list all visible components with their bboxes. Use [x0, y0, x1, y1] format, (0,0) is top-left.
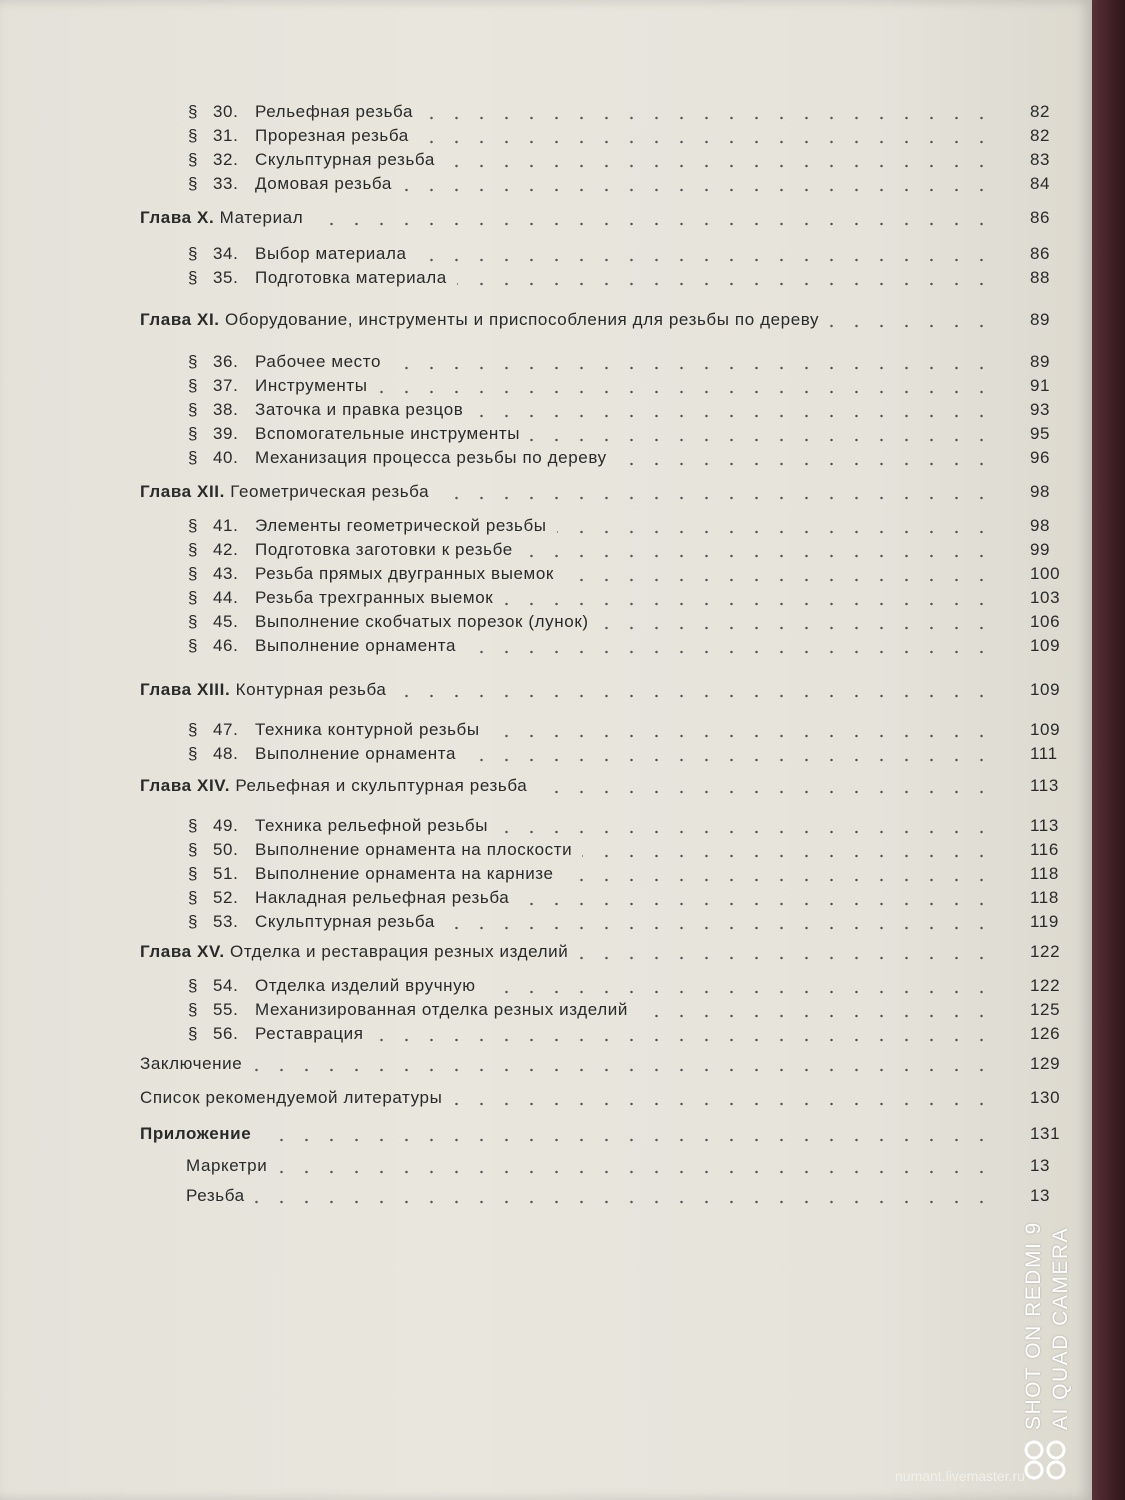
chapter-heading	[140, 310, 819, 330]
section-number: 38.	[213, 400, 239, 419]
redmi-rings-icon	[1020, 1440, 1080, 1480]
section-sign: §	[188, 352, 199, 371]
section-title: Механизация процесса резьбы по дереву	[255, 448, 607, 467]
section-number: 34.	[213, 244, 239, 263]
toc-row	[0, 124, 1092, 146]
section-sign: §	[188, 888, 199, 907]
toc-entry-title: Приложение	[140, 1124, 252, 1143]
section-number: 55.	[213, 1000, 239, 1019]
page-number: 122	[1030, 942, 1061, 961]
toc-row	[0, 774, 1092, 796]
section-number: 50.	[213, 840, 239, 859]
dot-leader	[466, 758, 994, 762]
section-sign: §	[188, 448, 199, 467]
section-title: Домовая резьба	[255, 174, 392, 193]
section-sign: §	[188, 150, 199, 169]
dot-leader	[402, 188, 994, 192]
section-sign: §	[188, 612, 199, 631]
section-sign: §	[188, 1024, 199, 1043]
section-sign: §	[188, 268, 199, 287]
toc-row	[0, 148, 1092, 170]
section-sign: §	[188, 588, 199, 607]
page-number: 126	[1030, 1024, 1061, 1043]
page-number: 103	[1030, 588, 1061, 607]
section-title: Выполнение орнамента на карнизе	[255, 864, 554, 883]
section-sign: §	[188, 102, 199, 121]
section-sign: §	[188, 912, 199, 931]
chapter-heading	[140, 482, 429, 502]
toc-row	[0, 480, 1092, 502]
toc-row	[0, 838, 1092, 860]
chapter-heading	[140, 208, 303, 228]
dot-leader	[445, 164, 994, 168]
section-number: 46.	[213, 636, 239, 655]
page-number: 109	[1030, 636, 1061, 655]
chapter-label: Глава XIII.	[140, 680, 231, 699]
page-number: 95	[1030, 424, 1051, 443]
page-number: 82	[1030, 126, 1051, 145]
section-sign: §	[188, 424, 199, 443]
section-number: 40.	[213, 448, 239, 467]
chapter-heading	[140, 776, 527, 796]
section-sign: §	[188, 244, 199, 263]
section-number: 31.	[213, 126, 239, 145]
dot-leader	[564, 878, 994, 882]
section-number: 48.	[213, 744, 239, 763]
appendix-item-title: Маркетри	[186, 1156, 268, 1175]
watermark-line1: SHOT ON REDMI 9	[1022, 1221, 1045, 1430]
toc-row	[0, 350, 1092, 372]
page-number: 82	[1030, 102, 1051, 121]
page-number: 130	[1030, 1088, 1061, 1107]
page-number: 129	[1030, 1054, 1061, 1073]
dot-leader	[252, 1068, 994, 1072]
dot-leader	[829, 324, 994, 328]
page-number: 84	[1030, 174, 1051, 193]
toc-row	[0, 100, 1092, 122]
section-sign: §	[188, 744, 199, 763]
toc-row	[0, 940, 1092, 962]
section-number: 43.	[213, 564, 239, 583]
section-sign: §	[188, 1000, 199, 1019]
toc-row	[0, 1022, 1092, 1044]
page-number: 13	[1030, 1186, 1051, 1205]
toc-row	[0, 562, 1092, 584]
page-number: 93	[1030, 400, 1051, 419]
page-number: 89	[1030, 310, 1051, 329]
section-sign: §	[188, 564, 199, 583]
dot-leader	[417, 258, 994, 262]
toc-row	[0, 1184, 1092, 1206]
chapter-label: Глава X.	[140, 208, 215, 227]
page-number: 13	[1030, 1156, 1051, 1175]
toc-row	[0, 422, 1092, 444]
section-sign: §	[188, 864, 199, 883]
section-number: 33.	[213, 174, 239, 193]
dot-leader	[255, 1200, 994, 1204]
dot-leader	[564, 578, 994, 582]
dot-leader	[391, 366, 994, 370]
toc-row	[0, 974, 1092, 996]
section-title: Резьба трехгранных выемок	[255, 588, 494, 607]
chapter-title: Геометрическая резьба	[224, 482, 430, 501]
section-title: Рельефная резьба	[255, 102, 414, 121]
section-title: Накладная рельефная резьба	[255, 888, 510, 907]
dot-leader	[498, 830, 994, 834]
toc-row	[0, 742, 1092, 764]
section-title: Инструменты	[255, 376, 368, 395]
page-number: 125	[1030, 1000, 1061, 1019]
section-number: 47.	[213, 720, 239, 739]
section-title: Выполнение орнамента на плоскости	[255, 840, 573, 859]
chapter-label: Глава XV.	[140, 942, 225, 961]
toc-row	[0, 514, 1092, 536]
section-title: Техника контурной резьбы	[255, 720, 480, 739]
dot-leader	[530, 438, 994, 442]
section-title: Техника рельефной резьбы	[255, 816, 489, 835]
section-sign: §	[188, 636, 199, 655]
section-sign: §	[188, 376, 199, 395]
toc-row	[0, 886, 1092, 908]
toc-row	[0, 538, 1092, 560]
dot-leader	[537, 790, 994, 794]
section-title: Прорезная резьба	[255, 126, 409, 145]
dot-leader	[419, 140, 994, 144]
dot-leader	[378, 390, 994, 394]
dot-leader	[277, 1170, 994, 1174]
page-number: 98	[1030, 482, 1051, 501]
dot-leader	[374, 1038, 994, 1042]
section-sign: §	[188, 174, 199, 193]
page-number: 96	[1030, 448, 1051, 467]
chapter-title: Оборудование, инструменты и приспособления для резьбы по дереву	[219, 310, 820, 329]
page-number: 83	[1030, 150, 1051, 169]
camera-watermark	[1020, 1140, 1080, 1430]
page-number: 86	[1030, 244, 1051, 263]
chapter-title: Отделка и реставрация резных изделий	[224, 942, 569, 961]
section-title: Скульптурная резьба	[255, 150, 435, 169]
chapter-heading	[140, 942, 568, 962]
section-sign: §	[188, 126, 199, 145]
section-number: 30.	[213, 102, 239, 121]
section-number: 49.	[213, 816, 239, 835]
dot-leader	[617, 462, 994, 466]
section-title: Резьба прямых двугранных выемок	[255, 564, 554, 583]
page-number: 116	[1030, 840, 1059, 859]
section-number: 51.	[213, 864, 239, 883]
section-number: 56.	[213, 1024, 239, 1043]
section-number: 54.	[213, 976, 239, 995]
section-sign: §	[188, 976, 199, 995]
toc-row	[0, 1086, 1092, 1108]
toc-row	[0, 1154, 1092, 1176]
toc-row	[0, 862, 1092, 884]
section-title: Реставрация	[255, 1024, 364, 1043]
section-number: 35.	[213, 268, 239, 287]
page-number: 106	[1030, 612, 1061, 631]
toc-row	[0, 814, 1092, 836]
dot-leader	[261, 1138, 994, 1142]
dot-leader	[523, 554, 994, 558]
section-number: 39.	[213, 424, 239, 443]
section-title: Вспомогательные инструменты	[255, 424, 521, 443]
section-title: Элементы геометрической резьбы	[255, 516, 547, 535]
section-number: 32.	[213, 150, 239, 169]
dot-leader	[313, 222, 994, 226]
toc-row	[0, 910, 1092, 932]
section-title: Рабочее место	[255, 352, 382, 371]
section-number: 42.	[213, 540, 239, 559]
section-number: 37.	[213, 376, 239, 395]
toc-row	[0, 446, 1092, 468]
page-number: 111	[1030, 744, 1058, 763]
page-number: 122	[1030, 976, 1061, 995]
section-number: 41.	[213, 516, 239, 535]
section-number: 52.	[213, 888, 239, 907]
page-number: 88	[1030, 268, 1051, 287]
dot-leader	[457, 282, 994, 286]
toc-entry-title: Заключение	[140, 1054, 243, 1073]
dot-leader	[638, 1014, 994, 1018]
watermark-line2: AI QUAD CAMERA	[1049, 1226, 1072, 1430]
page-number: 89	[1030, 352, 1051, 371]
toc-row	[0, 398, 1092, 420]
dot-leader	[599, 626, 994, 630]
page-number: 86	[1030, 208, 1051, 227]
toc-row	[0, 1052, 1092, 1074]
section-title: Выполнение орнамента	[255, 636, 457, 655]
page-number: 109	[1030, 680, 1061, 699]
appendix-item-title: Резьба	[186, 1186, 245, 1205]
page-number: 98	[1030, 516, 1051, 535]
section-title: Отделка изделий вручную	[255, 976, 476, 995]
chapter-title: Рельефная и скульптурная резьба	[230, 776, 528, 795]
toc-row	[0, 586, 1092, 608]
page-number: 118	[1030, 864, 1059, 883]
dot-leader	[557, 530, 994, 534]
dot-leader	[486, 990, 994, 994]
page-number: 113	[1030, 816, 1059, 835]
section-title: Скульптурная резьба	[255, 912, 435, 931]
dot-leader	[503, 602, 994, 606]
section-sign: §	[188, 720, 199, 739]
section-title: Выполнение орнамента	[255, 744, 457, 763]
toc-row	[0, 266, 1092, 288]
dot-leader	[439, 496, 994, 500]
dot-leader	[445, 926, 994, 930]
dot-leader	[396, 694, 994, 698]
toc-row	[0, 610, 1092, 632]
toc-row	[0, 1122, 1092, 1144]
toc-row	[0, 634, 1092, 656]
chapter-title: Материал	[214, 208, 304, 227]
section-title: Подготовка заготовки к резьбе	[255, 540, 513, 559]
dot-leader	[473, 414, 994, 418]
toc-row	[0, 718, 1092, 740]
dot-leader	[452, 1102, 994, 1106]
section-title: Выполнение скобчатых порезок (лунок)	[255, 612, 589, 631]
page-number: 100	[1030, 564, 1061, 583]
dot-leader	[519, 902, 994, 906]
toc-row	[0, 242, 1092, 264]
section-number: 44.	[213, 588, 239, 607]
toc-row	[0, 374, 1092, 396]
page-number: 113	[1030, 776, 1059, 795]
page-number: 99	[1030, 540, 1051, 559]
toc-row	[0, 308, 1092, 330]
page-number: 119	[1030, 912, 1059, 931]
dot-leader	[466, 650, 994, 654]
section-sign: §	[188, 540, 199, 559]
toc-row	[0, 998, 1092, 1020]
section-number: 53.	[213, 912, 239, 931]
toc-row	[0, 172, 1092, 194]
section-title: Заточка и правка резцов	[255, 400, 464, 419]
chapter-title: Контурная резьба	[230, 680, 387, 699]
section-title: Механизированная отделка резных изделий	[255, 1000, 628, 1019]
chapter-label: Глава XIV.	[140, 776, 231, 795]
dot-leader	[490, 734, 994, 738]
page-edge	[1092, 0, 1125, 1500]
section-title: Выбор материала	[255, 244, 407, 263]
page-number: 109	[1030, 720, 1061, 739]
section-number: 36.	[213, 352, 239, 371]
page-number: 131	[1030, 1124, 1061, 1143]
page-number: 118	[1030, 888, 1059, 907]
chapter-heading	[140, 680, 386, 700]
toc-entry-title: Список рекомендуемой литературы	[140, 1088, 443, 1107]
toc-row	[0, 678, 1092, 700]
site-credit: numant.livemaster.ru	[895, 1468, 1025, 1484]
dot-leader	[423, 116, 994, 120]
dot-leader	[578, 956, 994, 960]
section-sign: §	[188, 816, 199, 835]
chapter-label: Глава XI.	[140, 310, 220, 329]
section-sign: §	[188, 400, 199, 419]
toc-row	[0, 206, 1092, 228]
page-number: 91	[1030, 376, 1051, 395]
chapter-label: Глава XII.	[140, 482, 225, 501]
section-sign: §	[188, 516, 199, 535]
section-title: Подготовка материала	[255, 268, 447, 287]
section-number: 45.	[213, 612, 239, 631]
section-sign: §	[188, 840, 199, 859]
dot-leader	[582, 854, 994, 858]
